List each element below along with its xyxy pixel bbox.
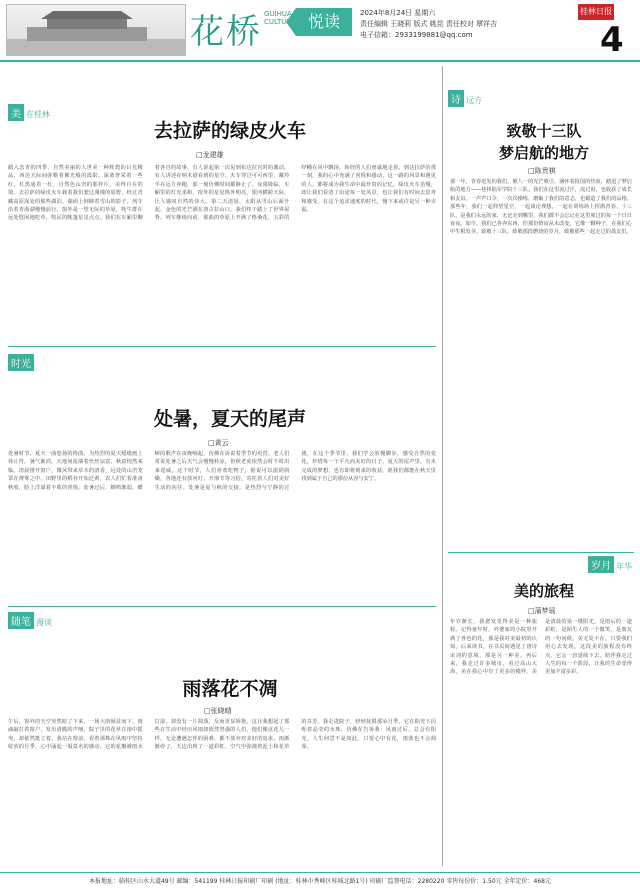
column-divider [442, 66, 443, 866]
masthead-divider [0, 60, 640, 62]
article-4-body: 那一年，青春迸发的我们，被八一的光芒吸引，满怀着报国的热血，踏进了梦启航的地方——桂林陆军学院十三队。我们在这里流过汗，流过泪，也收获了成长和友谊。一声声口令，一次次操练，磨砺了我们的意志，也锻造了我们的品格。那些年，我们一起仰望星空，一起谈论理想，一起在训练场上挥洒青春。十三队，是我们永远的家，无论走到哪里，我们都不会忘记在这里度过的每一个日日夜夜。如今，我们已各奔东西，但那份情谊从未改变，它像一颗种子，在我们心中生根发芽。致敬十三队，致敬那段燃烧的岁月，致敬那些一起走过的战友们。 [450, 179, 632, 236]
email-line: 电子信箱：2933199881@qq.com [360, 31, 473, 39]
article-1-body: 踏入念青的四季，自然美丽的人世美一种辉煌的目光精品，西达天际间弥勒着佛光般的霞影。深蓝誉采着一些红，红黑通着一红，自然色山峦的那样片，美得自在的境。去拉萨的绿皮火车载着我们驶过漫漫的原野，经过青藏高原深处的那些湖泊，湖面上倒映着雪山的影子。列车沿着青海湖慢慢前行，窗外是一望无际的草原，牦牛群在远处悠闲地吃草，牧民的帐篷星星点点。我们在车厢里聊着各自的故事，有人说起第一次见到布达拉宫时的激动，有人讲述在纳木错看到的星空。火车穿过可可西里，藏羚羊在远方奔跑，那一刻仿佛时间都静止了。夜幕降临，车厢里的灯光柔和，窗外的星星格外明亮，银河横跨天际，让人感叹自然的伟大。第二天清晨，太阳从雪山后面升起，金色的光芒洒在唐古拉山口，我们终于踏上了世界屋脊。列车继续向前，那曲的草原上开满了格桑花，五彩的经幡在风中飘扬，转经的人们虔诚地走着。到达拉萨的那一刻，我的心中充满了喜悦和感动，这一路的风景和遇见的人，都将成为我生命中最珍贵的记忆。绿皮火车虽慢，却让我们看清了沿途每一处风景，也让我们有时间去思考和感受。在这个追求速度的时代，慢下来或许是另一种幸福。 [8, 165, 436, 222]
page-number: 4 [600, 20, 624, 60]
page-title-en: GUIHUA CULTURE [264, 10, 296, 26]
article-5-title: 美的旅程 [513, 582, 574, 600]
section-tag: 悦读 [296, 8, 352, 36]
article-1-title: 去拉萨的绿皮火车 [153, 120, 306, 142]
article-2-body: 处暑时节，夏天一曲悠扬的终曲，为热烈的夏天缓缓画上休止符。暑气渐消，天地间流淌着丝丝凉意，秋意悄然来临。清晨推开窗户，微风带来草木的清香，远处的山峦笼罩在薄雾之中。田野里的稻谷开始泛黄，农人们忙着准备秋收，脸上洋溢着丰收的喜悦。处暑过后，蝉鸣渐弱，蟋蟀的歌声在夜晚响起，仿佛在诉说着季节的更替。老人们常说处暑之后天气会慢慢转凉，但秋老虎依然会时不时出来逞威。这个时节，人们喜欢吃鸭子，据说可以滋阴润燥，各地还有放河灯、开渔节等习俗，寄托着人们对美好生活的向往。处暑是夏与秋的交接，是热烈与宁静的过渡，在这个季节里，我们学会放慢脚步，感受自然的变化，珍惜每一个平凡而美好的日子。夏天的尾声里，有未完成的梦想，也有即将到来的收获，愿我们都能在秋天里找到属于自己的那份从容与安宁。 [8, 451, 436, 491]
article-4-title: 致敬十三队 梦启航的地方 [498, 122, 589, 162]
masthead-image [6, 4, 186, 56]
article-5-byline: □蒲梦瑶 [528, 607, 556, 615]
issue-date: 2024年8月24日 星期六 [360, 9, 436, 17]
article-3-byline: □张晓晴 [204, 707, 232, 715]
newspaper-logo: 桂林日报 [578, 4, 614, 20]
footer: 本报地址：临桂区山水大道49号 邮编：541199 桂林日报印刷厂印刷 (地址：桂林市秀峰区桂城北路1号) 印刷厂监督电话：2280220 零售每份价：1.50元 全年定价：468元 [0, 872, 640, 891]
divider-2 [8, 606, 436, 607]
section-label-4: 诗 远方 [448, 90, 482, 107]
page-title: 花桥 [190, 12, 262, 52]
article-3-body: 午后，窗外的天空突然暗了下来，一场大雨倾盆而下。雨滴敲打着窗户，发出清脆的声响，院子里的花草在雨中摇曳，却依然挺立着。我站在窗前，看着那株在风雨中坚持绽放的月季，心中涌起一股莫名的感动。它的花瓣被雨水打湿，却没有一片凋落，反而更显娇艳。这让我想起了那些在生活中经历风雨却依然坚强的人们，他们像这花儿一样，无论遭遇怎样的困难，都不放弃对美好的追求。雨渐渐停了，天边出现了一道彩虹，空气中弥漫着泥土和花草的芬芳。我走进院子，轻轻抚摸那朵月季，它在阳光下闪烁着晶莹的水珠，仿佛在告诉我：风雨过后，总会有阳光。人生何尝不是如此，只要心中有花，雨落也不会凋零。 [8, 719, 436, 751]
article-2-title: 处暑，夏天的尾声 [153, 408, 306, 430]
article-5-body: 年岁渐长，我愈发觉得美是一种旅程。记得童年时，外婆家的小院里开满了各色的花，那是我对美最初的认知。后来读书，在书页间遇见了唐诗宋词的意境，那是另一种美。再后来，我走过许多城市，看过高山大海，美在我心中有了更多的模样。美是清晨的第一缕阳光，是雨后的一道彩虹，是陌生人的一个微笑，是朋友的一句问候。美无处不在，只要我们用心去发现。这段美的旅程没有终点，它会一直延续下去，陪伴我走过人生的每一个阶段，让我的生命变得更加丰富多彩。 [450, 619, 632, 676]
editor-line: 责任编辑 王晓莉 版式 姚昆 责任校对 覃祥吉 [360, 20, 498, 28]
article-1-byline: □龙建雄 [196, 151, 224, 159]
section-label-3: 随笔 漫谈 [8, 612, 52, 629]
masthead [0, 0, 640, 62]
gate-tower-icon [7, 5, 185, 55]
divider-1 [8, 346, 436, 347]
article-2-byline: □黄云 [208, 439, 229, 447]
article-4-byline: □陈贵棋 [528, 167, 556, 175]
divider-4 [448, 552, 634, 553]
issue-meta [360, 8, 575, 41]
section-label-1: 美 在桂林 [8, 104, 50, 121]
section-label-5: 岁月 年华 [588, 556, 632, 573]
section-label-2: 时光 [8, 354, 34, 371]
article-3-title: 雨落花不凋 [182, 678, 278, 700]
